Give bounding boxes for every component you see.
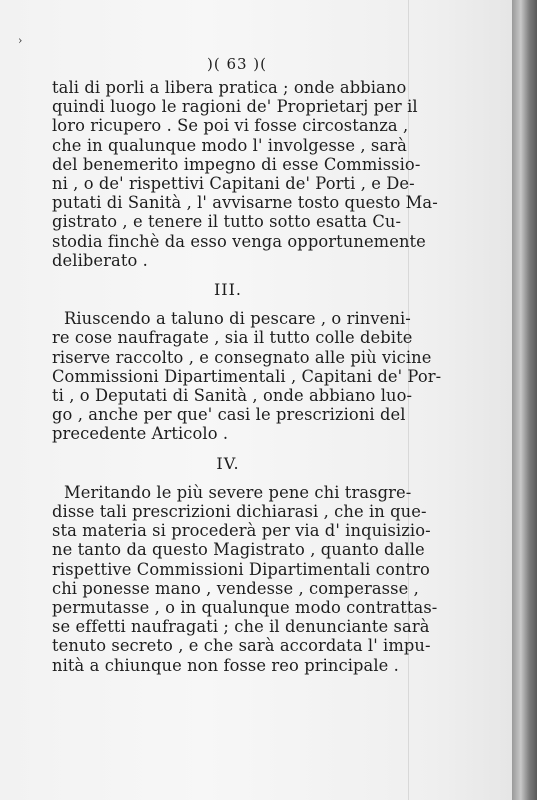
text-line: sta materia si procederà per via d' inquisizio- [52,521,431,541]
text-line: chi ponesse mano , vendesse , comperasse , [52,578,419,598]
text-line: precedente Articolo . [52,424,229,444]
page-edge-shadow [512,0,537,800]
text-line: permutasse , o in qualunque modo contrattas- [52,598,438,618]
article-heading-4: IV. [216,453,240,473]
text-line: ne tanto da questo Magistrato , quanto dalle [52,540,425,560]
text-line: del benemerito impegno di esse Commissio- [52,154,421,174]
text-line: gistrato , e tenere il tutto sotto esatta Cu- [52,212,402,232]
paragraph-3 [52,482,438,675]
text-line: Meritando le più severe pene chi trasgre- [64,482,412,502]
paragraph-1 [52,78,438,270]
text-line: disse tali prescrizioni dichiarasi , che in que- [52,502,427,522]
text-line: nità a chiunque non fosse reo principale . [52,655,399,675]
text-line: tali di porli a libera pratica ; onde abbiano [52,78,407,97]
text-line: Commissioni Dipartimentali , Capitani de' Por- [52,366,442,386]
text-line: riserve raccolto , e consegnato alle più vicine [52,347,432,367]
text-line: stodia finchè da esso venga opportunemente [52,231,426,251]
text-line: rispettive Commissioni Dipartimentali contro [52,559,430,579]
text-line: ni , o de' rispettivi Capitani de' Porti , e De- [52,174,415,194]
paragraph-2 [52,309,442,444]
text-line: re cose naufragate , sia il tutto colle debite [52,328,413,348]
text-line: ti , o Deputati di Sanità , onde abbiano luo- [52,386,413,406]
text-line: putati di Sanità , l' avvisarne tosto questo Ma- [52,193,438,213]
text-line: se effetti naufragati ; che il denunciante sarà [52,617,430,637]
document-body [52,50,442,675]
text-line: go , anche per que' casi le prescrizioni del [52,405,406,425]
text-line: loro ricupero . Se poi vi fosse circostanza , [52,116,409,136]
page-number: )( 63 )( [206,55,268,73]
text-line: che in qualunque modo l' involgesse , sarà [52,135,407,155]
text-line: Riuscendo a taluno di pescare , o rinveni- [64,309,411,329]
text-line: deliberato . [52,250,148,270]
article-heading-3: III. [213,280,243,300]
margin-mark: › [18,34,23,47]
text-line: quindi luogo le ragioni de' Proprietarj per il [52,97,418,117]
text-line: tenuto secreto , e che sarà accordata l' impu- [52,636,431,656]
